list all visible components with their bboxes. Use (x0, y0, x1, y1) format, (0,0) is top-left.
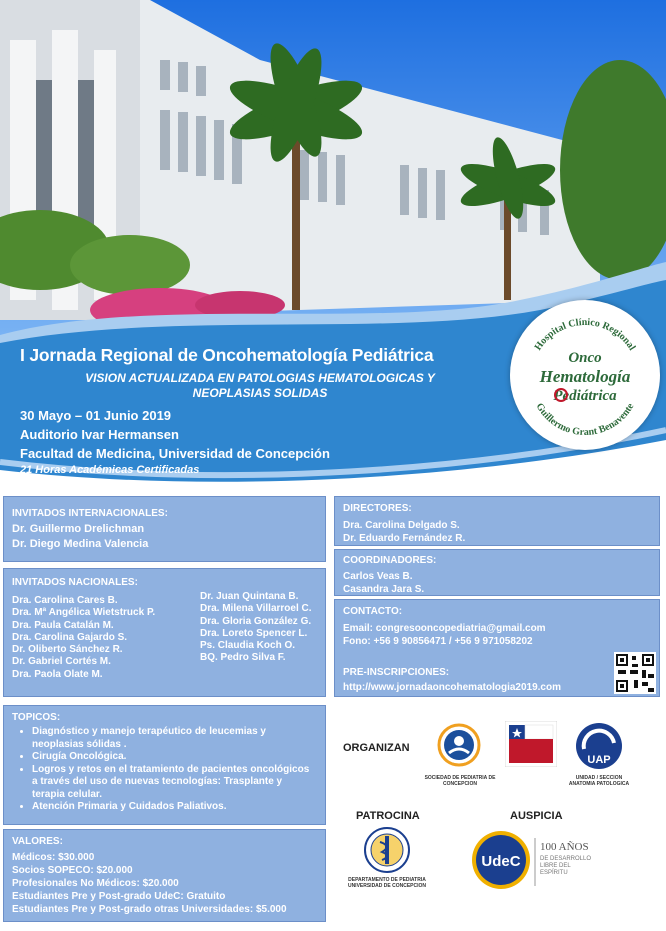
national-guest: Dr. Oliberto Sánchez R. (12, 644, 123, 656)
pediatrics-department-logo (362, 826, 412, 874)
national-guest: Dra. Milena Villarroel C. (200, 603, 312, 615)
topics-box (3, 705, 326, 825)
udec-label: UdeC (481, 853, 521, 870)
coordinator-name: Casandra Jara S. (343, 584, 425, 595)
international-guest: Dr. Guillermo Drelichman (12, 523, 145, 535)
prices-heading: VALORES: (12, 836, 63, 847)
svg-text:Hospital Clínico Regional (533, 317, 638, 353)
logo-line-3: Pediátrica (553, 388, 617, 404)
health-ministry-logo (505, 721, 557, 767)
event-faculty: Facultad de Medicina, Universidad de Concepción (20, 446, 330, 461)
uap-caption: UNIDAD / SECCION ANATOMIA PATOLOGICA (568, 775, 630, 787)
sponsor-label: PATROCINA (356, 810, 420, 822)
udec-tagline: DE DESARROLLO LIBRE DEL ESPÍRITU (540, 856, 592, 876)
national-guests-box (3, 568, 326, 697)
national-guest: Dr. Juan Quintana B. (200, 591, 299, 602)
uap-logo (574, 721, 624, 771)
coordinators-heading: COORDINADORES: (343, 555, 437, 566)
logo-emblem (510, 300, 660, 450)
event-subtitle: VISION ACTUALIZADA EN PATOLOGIAS HEMATOLOGICAS Y NEOPLASIAS SOLIDAS (85, 371, 435, 400)
national-guest: Dra. Mª Angélica Wietstruck P. (12, 607, 156, 619)
price-item: Profesionales No Médicos: $20.000 (12, 878, 179, 889)
event-date: 30 Mayo – 01 Junio 2019 (20, 408, 172, 423)
sopeco-logo (437, 723, 481, 767)
national-guest: Dra. Paula Catalán M. (12, 619, 114, 631)
qr-code-icon[interactable] (614, 652, 656, 694)
topics-heading: TOPICOS: (12, 712, 61, 723)
national-guest: Dra. Carolina Cares B. (12, 595, 118, 606)
topic-item: • Cirugía Oncológica. (32, 751, 317, 764)
contact-email[interactable]: Email: congresooncopediatria@gmail.com (343, 623, 546, 634)
svg-text:Guillermo Grant Benavente (534, 401, 637, 438)
logo-bottom-text: Guillermo Grant Benavente (533, 401, 637, 439)
price-item: Socios SOPECO: $20.000 (12, 865, 133, 876)
oncohematology-logo (510, 300, 660, 450)
topic-item: • Logros y retos en el tratamiento de pacientes oncológicos a través del uso de nuevas tecnologías: Trasplante y terapia celular. (32, 764, 317, 802)
preregistration-heading: PRE-INSCRIPCIONES: (343, 667, 450, 678)
preregistration-link[interactable]: http://www.jornadaoncohematologia2019.com (343, 682, 561, 693)
national-guest: Dra. Paola Olate M. (12, 668, 103, 680)
international-heading: INVITADOS INTERNACIONALES: (12, 508, 168, 519)
udec-logo (471, 826, 531, 894)
event-title: I Jornada Regional de Oncohematología Pediátrica (20, 345, 434, 365)
prices-box (3, 829, 326, 922)
logo-line-1: Onco (568, 350, 602, 366)
directors-box (334, 496, 660, 546)
auspice-label: AUSPICIA (510, 810, 563, 822)
contact-phone: Fono: +56 9 90856471 / +56 9 971058202 (343, 636, 533, 647)
contact-box (334, 599, 660, 697)
international-guest: Dr. Diego Medina Valencia (12, 538, 149, 550)
coordinator-name: Carlos Veas B. (343, 571, 413, 582)
national-guests-col-2 (200, 591, 312, 665)
national-guest: Dra. Carolina Gajardo S. (12, 631, 128, 643)
national-guest: Dra. Loreto Spencer L. (200, 627, 308, 639)
organizers-label: ORGANIZAN (343, 742, 410, 754)
event-hours: 21 Horas Académicas Certificadas (20, 464, 200, 476)
national-guest: Dr. Gabriel Cortés M. (12, 656, 111, 668)
topic-item: • Diagnóstico y manejo terapéutico de leucemias y neoplasias sólidas . (32, 726, 317, 751)
topic-item: • Atención Primaria y Cuidados Paliativos. (32, 801, 317, 814)
contact-heading: CONTACTO: (343, 606, 403, 617)
national-guests-col-1 (12, 595, 155, 681)
national-guest: Ps. Claudia Koch O. (200, 640, 296, 652)
price-item: Médicos: $30.000 (12, 852, 95, 863)
director-name: Dra. Carolina Delgado S. (343, 520, 460, 531)
coordinators-box (334, 549, 660, 596)
logo-line-2: Hematología (539, 367, 631, 386)
price-item: Estudiantes Pre y Post-grado otras Universidades: $5.000 (12, 904, 287, 915)
directors-heading: DIRECTORES: (343, 503, 412, 514)
logo-top-text: Hospital Clínico Regional (532, 316, 638, 353)
topics-list (12, 726, 317, 814)
udec-years: 100 AÑOS (540, 841, 589, 853)
director-name: Dr. Eduardo Fernández R. (343, 533, 466, 544)
national-guest: Dra. Gloria González G. (200, 615, 312, 627)
national-guest: BQ. Pedro Silva F. (200, 652, 286, 664)
pediatrics-department-caption: DEPARTAMENTO DE PEDIATRIA UNIVERSIDAD DE CONCEPCION (347, 877, 427, 889)
sopeco-caption: SOCIEDAD DE PEDIATRIA DE CONCEPCION (424, 775, 496, 787)
price-item: Estudiantes Pre y Post-grado UdeC: Gratuito (12, 891, 226, 902)
national-heading: INVITADOS NACIONALES: (12, 577, 138, 588)
uap-label: UAP (587, 754, 611, 766)
event-venue: Auditorio Ivar Hermansen (20, 427, 179, 442)
international-guests-box (3, 496, 326, 562)
